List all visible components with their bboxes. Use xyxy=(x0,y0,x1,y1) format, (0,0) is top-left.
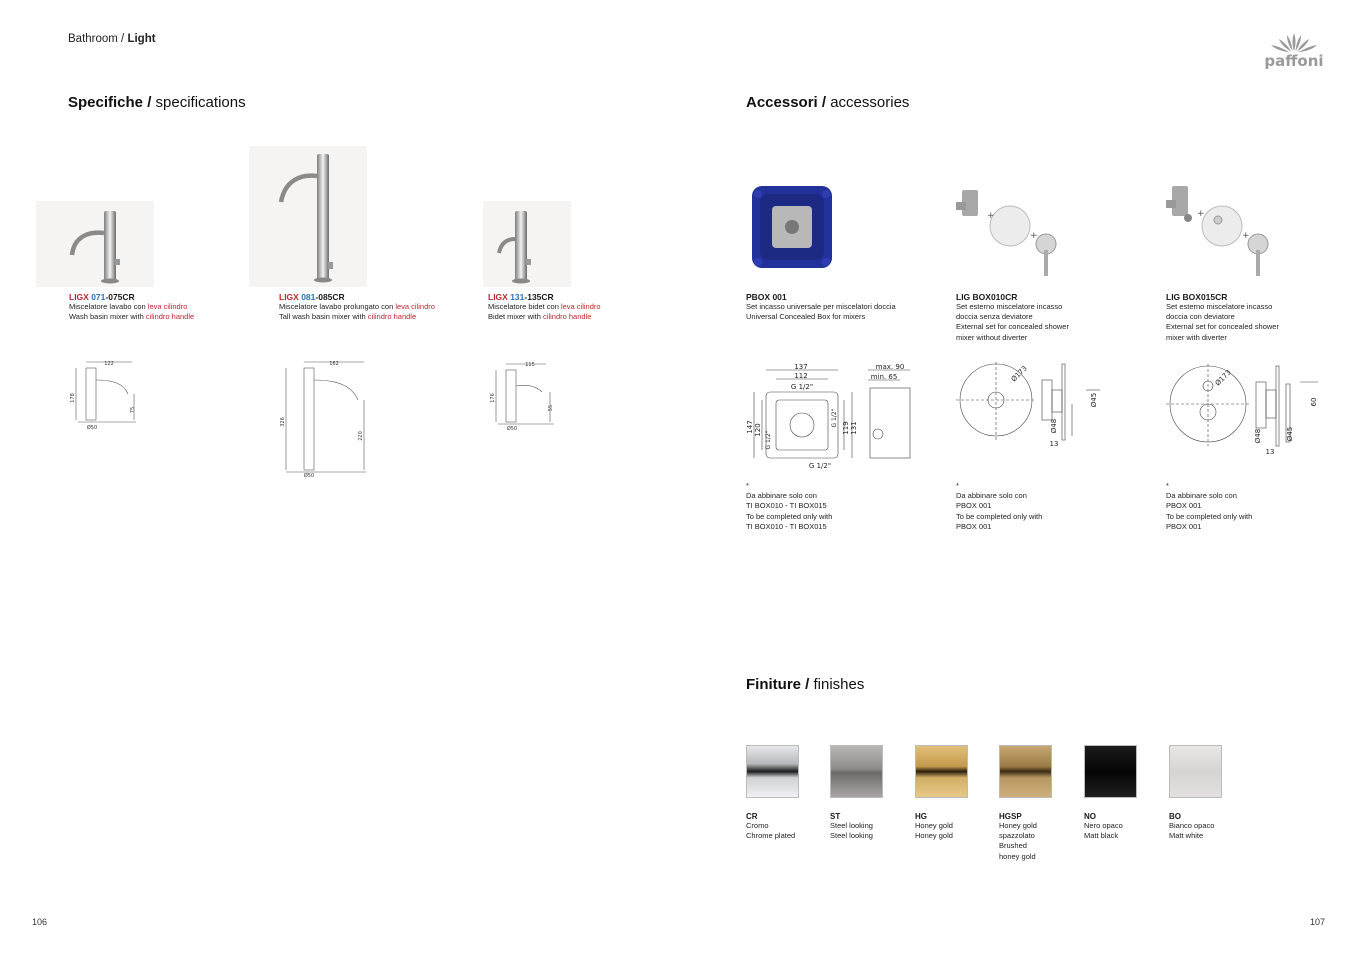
svg-text:G 1/2": G 1/2" xyxy=(790,383,814,391)
finish-item-hgsp[interactable]: HGSP Honey gold spazzolato Brushed honey gold xyxy=(999,745,1079,862)
svg-text:G 1/2": G 1/2" xyxy=(808,462,832,470)
technical-drawing-ligx071 xyxy=(68,358,140,432)
svg-text:+: + xyxy=(987,211,995,221)
finish-code: CR xyxy=(746,812,758,821)
accessory-code: LIG BOX010CR xyxy=(956,292,1018,302)
product-photo-ligx081 xyxy=(249,146,367,287)
svg-text:115: 115 xyxy=(525,362,535,368)
svg-text:Ø173: Ø173 xyxy=(1213,368,1233,388)
accessory-item-box010: LIG BOX010CR Set esterno miscelatore incasso doccia senza deviatore External set for concealed shower mixer without diverter xyxy=(956,292,1146,343)
finish-item-no[interactable]: NO Nero opaco Matt black xyxy=(1084,745,1164,841)
svg-text:326: 326 xyxy=(280,417,286,427)
product-item-ligx131 xyxy=(488,292,658,322)
finish-swatch[interactable] xyxy=(830,745,883,798)
page-number-left: 106 xyxy=(32,917,48,927)
svg-text:162: 162 xyxy=(329,361,339,367)
svg-text:119: 119 xyxy=(842,421,850,435)
product-code: LIGX 081-085CR xyxy=(279,292,345,302)
svg-text:120: 120 xyxy=(754,423,762,437)
specifications-heading xyxy=(68,94,246,111)
accessory-note-box015: * Da abbinare solo con PBOX 001 To be completed only with PBOX 001 xyxy=(1166,481,1253,531)
technical-drawing-pbox001 xyxy=(744,360,914,472)
brand-logo xyxy=(1263,31,1325,71)
svg-text:Ø173: Ø173 xyxy=(1009,364,1029,384)
paffoni-logo-icon xyxy=(1263,31,1325,71)
technical-drawing-ligx131 xyxy=(488,358,560,434)
product-item-ligx081 xyxy=(279,292,469,322)
finish-swatch[interactable] xyxy=(746,745,799,798)
finish-item-hg[interactable]: HG Honey gold Honey gold xyxy=(915,745,995,841)
svg-text:178: 178 xyxy=(70,393,76,403)
technical-drawing-box010 xyxy=(954,360,1104,452)
product-desc-en: Tall wash basin mixer with cilindro handle xyxy=(279,312,417,322)
finish-swatch[interactable] xyxy=(915,745,968,798)
accessory-code: PBOX 001 xyxy=(746,292,787,302)
lig-box015-image xyxy=(1164,180,1274,280)
faucet-image xyxy=(249,146,367,287)
accessories-heading-bold: Accessori / xyxy=(746,94,827,111)
svg-text:137: 137 xyxy=(794,363,808,371)
finish-swatch[interactable] xyxy=(999,745,1052,798)
svg-text:Ø48: Ø48 xyxy=(1050,418,1058,434)
finish-item-bo[interactable]: BO Bianco opaco Matt white xyxy=(1169,745,1249,841)
svg-text:220: 220 xyxy=(358,431,364,441)
finish-item-cr[interactable]: CR Cromo Chrome plated xyxy=(746,745,826,841)
svg-text:max. 90: max. 90 xyxy=(875,363,905,371)
svg-text:13: 13 xyxy=(1049,440,1059,448)
svg-text:+: + xyxy=(1197,209,1205,219)
breadcrumb xyxy=(68,33,156,45)
svg-text:147: 147 xyxy=(746,420,754,434)
svg-text:60: 60 xyxy=(1310,397,1318,407)
accessory-note-box010: * Da abbinare solo con PBOX 001 To be completed only with PBOX 001 xyxy=(956,481,1043,531)
svg-text:Ø50: Ø50 xyxy=(303,473,315,479)
technical-drawing-box015 xyxy=(1164,360,1324,460)
finish-code: ST xyxy=(830,812,841,821)
svg-text:min. 65: min. 65 xyxy=(870,373,898,381)
finishes-heading-light: finishes xyxy=(809,676,865,693)
lig-box010-image xyxy=(954,180,1064,280)
svg-text:Ø50: Ø50 xyxy=(506,426,518,432)
accessories-heading xyxy=(746,94,909,111)
svg-text:Ø50: Ø50 xyxy=(86,425,98,431)
svg-text:+: + xyxy=(1242,231,1250,241)
product-code: LIGX 131-135CR xyxy=(488,292,554,302)
accessory-note-pbox001: * Da abbinare solo con TI BOX010 - TI BOX015 To be completed only with TI BOX010 - TI BOX015 xyxy=(746,481,833,531)
svg-text:13: 13 xyxy=(1265,448,1275,456)
accessory-code: LIG BOX015CR xyxy=(1166,292,1228,302)
accessory-item-box015: LIG BOX015CR Set esterno miscelatore incasso doccia con deviatore External set for concealed shower mixer with diverter xyxy=(1166,292,1346,343)
svg-text:55: 55 xyxy=(548,404,554,412)
svg-text:176: 176 xyxy=(490,393,496,403)
technical-drawing-ligx081 xyxy=(278,358,370,480)
faucet-image xyxy=(36,201,154,287)
svg-text:G 1/2": G 1/2" xyxy=(831,408,838,428)
accessory-item-pbox001: PBOX 001 Set incasso universale per miscelatori doccia Universal Concealed Box for mixers xyxy=(746,292,936,322)
finish-code: NO xyxy=(1084,812,1096,821)
finish-code: BO xyxy=(1169,812,1181,821)
finish-swatch[interactable] xyxy=(1169,745,1222,798)
svg-text:112: 112 xyxy=(794,372,808,380)
product-item-ligx071 xyxy=(69,292,239,322)
finish-swatch[interactable] xyxy=(1084,745,1137,798)
breadcrumb-current: Light xyxy=(127,33,156,45)
svg-text:75: 75 xyxy=(130,406,136,414)
pbox-image xyxy=(746,178,838,276)
faucet-image xyxy=(483,201,571,287)
svg-text:122: 122 xyxy=(104,361,114,367)
breadcrumb-separator: / xyxy=(117,33,128,45)
finish-code: HG xyxy=(915,812,927,821)
page-number-right: 107 xyxy=(1310,917,1326,927)
svg-text:Ø48: Ø48 xyxy=(1254,428,1262,444)
svg-text:Ø45: Ø45 xyxy=(1090,392,1098,408)
finishes-heading-bold: Finiture / xyxy=(746,676,810,693)
finishes-heading xyxy=(746,676,864,693)
product-desc-en: Wash basin mixer with cilindro handle xyxy=(69,312,195,322)
finish-item-st[interactable]: ST Steel looking Steel looking xyxy=(830,745,910,841)
product-desc-it: Miscelatore bidet con leva cilindro xyxy=(488,302,601,311)
brand-wordmark: paffoni xyxy=(1264,52,1324,70)
finish-code: HGSP xyxy=(999,812,1022,821)
product-code: LIGX 071-075CR xyxy=(69,292,135,302)
specifications-heading-light: specifications xyxy=(151,94,246,111)
product-desc-it: Miscelatore lavabo prolungato con leva cilindro xyxy=(279,302,435,311)
accessories-heading-light: accessories xyxy=(826,94,910,111)
svg-text:131: 131 xyxy=(850,421,858,435)
product-photo-ligx071 xyxy=(36,201,154,287)
svg-text:G 1/2": G 1/2" xyxy=(765,430,772,450)
product-desc-en: Bidet mixer with cilindro handle xyxy=(488,312,592,322)
svg-text:+: + xyxy=(1030,231,1038,241)
product-photo-ligx131 xyxy=(483,201,571,287)
breadcrumb-section[interactable]: Bathroom xyxy=(68,33,118,45)
product-desc-it: Miscelatore lavabo con leva cilindro xyxy=(69,302,188,311)
svg-text:Ø45: Ø45 xyxy=(1286,426,1294,442)
specifications-heading-bold: Specifiche / xyxy=(68,94,152,111)
